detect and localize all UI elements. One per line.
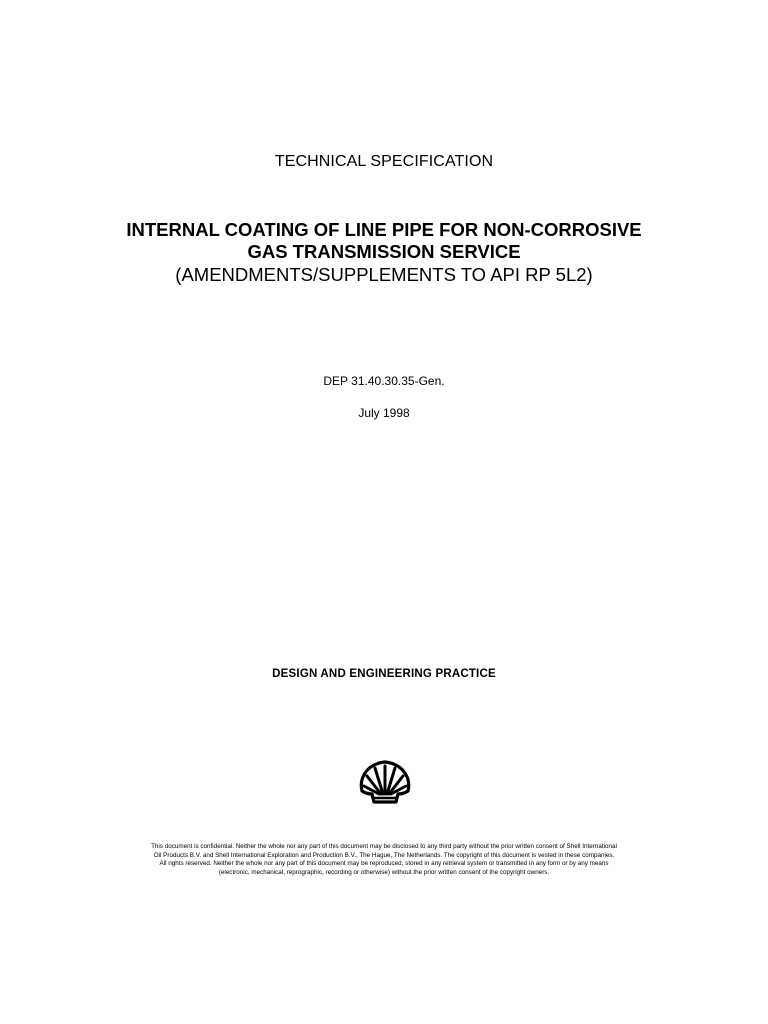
document-title	[40, 219, 728, 287]
disclaimer-line-4: (electronic, mechanical, reprographic, recording or otherwise) without the prior written consent of the copyright owners.	[218, 868, 550, 876]
disclaimer-line-1: This document is confidential. Neither the whole nor any part of this document may be disclosed to any third party without the prior written consent of Shell International	[151, 843, 617, 850]
shell-pecten-logo-icon	[356, 757, 414, 807]
practice-label: DESIGN AND ENGINEERING PRACTICE	[272, 668, 496, 680]
disclaimer-line-3: All rights reserved. Neither the whole nor any part of this document may be reproduced, stored in any retrieval system or transmitted in any form or by any means	[159, 860, 609, 868]
document-number: DEP 31.40.30.35-Gen.	[323, 374, 445, 388]
document-subtitle: (AMENDMENTS/SUPPLEMENTS TO API RP 5L2)	[175, 264, 593, 285]
document-type: TECHNICAL SPECIFICATION	[274, 153, 494, 170]
document-date: July 1998	[358, 406, 410, 420]
title-line-2: GAS TRANSMISSION SERVICE	[247, 241, 521, 262]
confidentiality-notice	[84, 843, 684, 877]
title-line-1: INTERNAL COATING OF LINE PIPE FOR NON-CORROSIVE	[126, 219, 642, 240]
disclaimer-line-2: Oil Products B.V. and Shell International Exploration and Production B.V., The Hague, The Netherlands. The copyright of this document is vested in these companies.	[153, 851, 615, 859]
